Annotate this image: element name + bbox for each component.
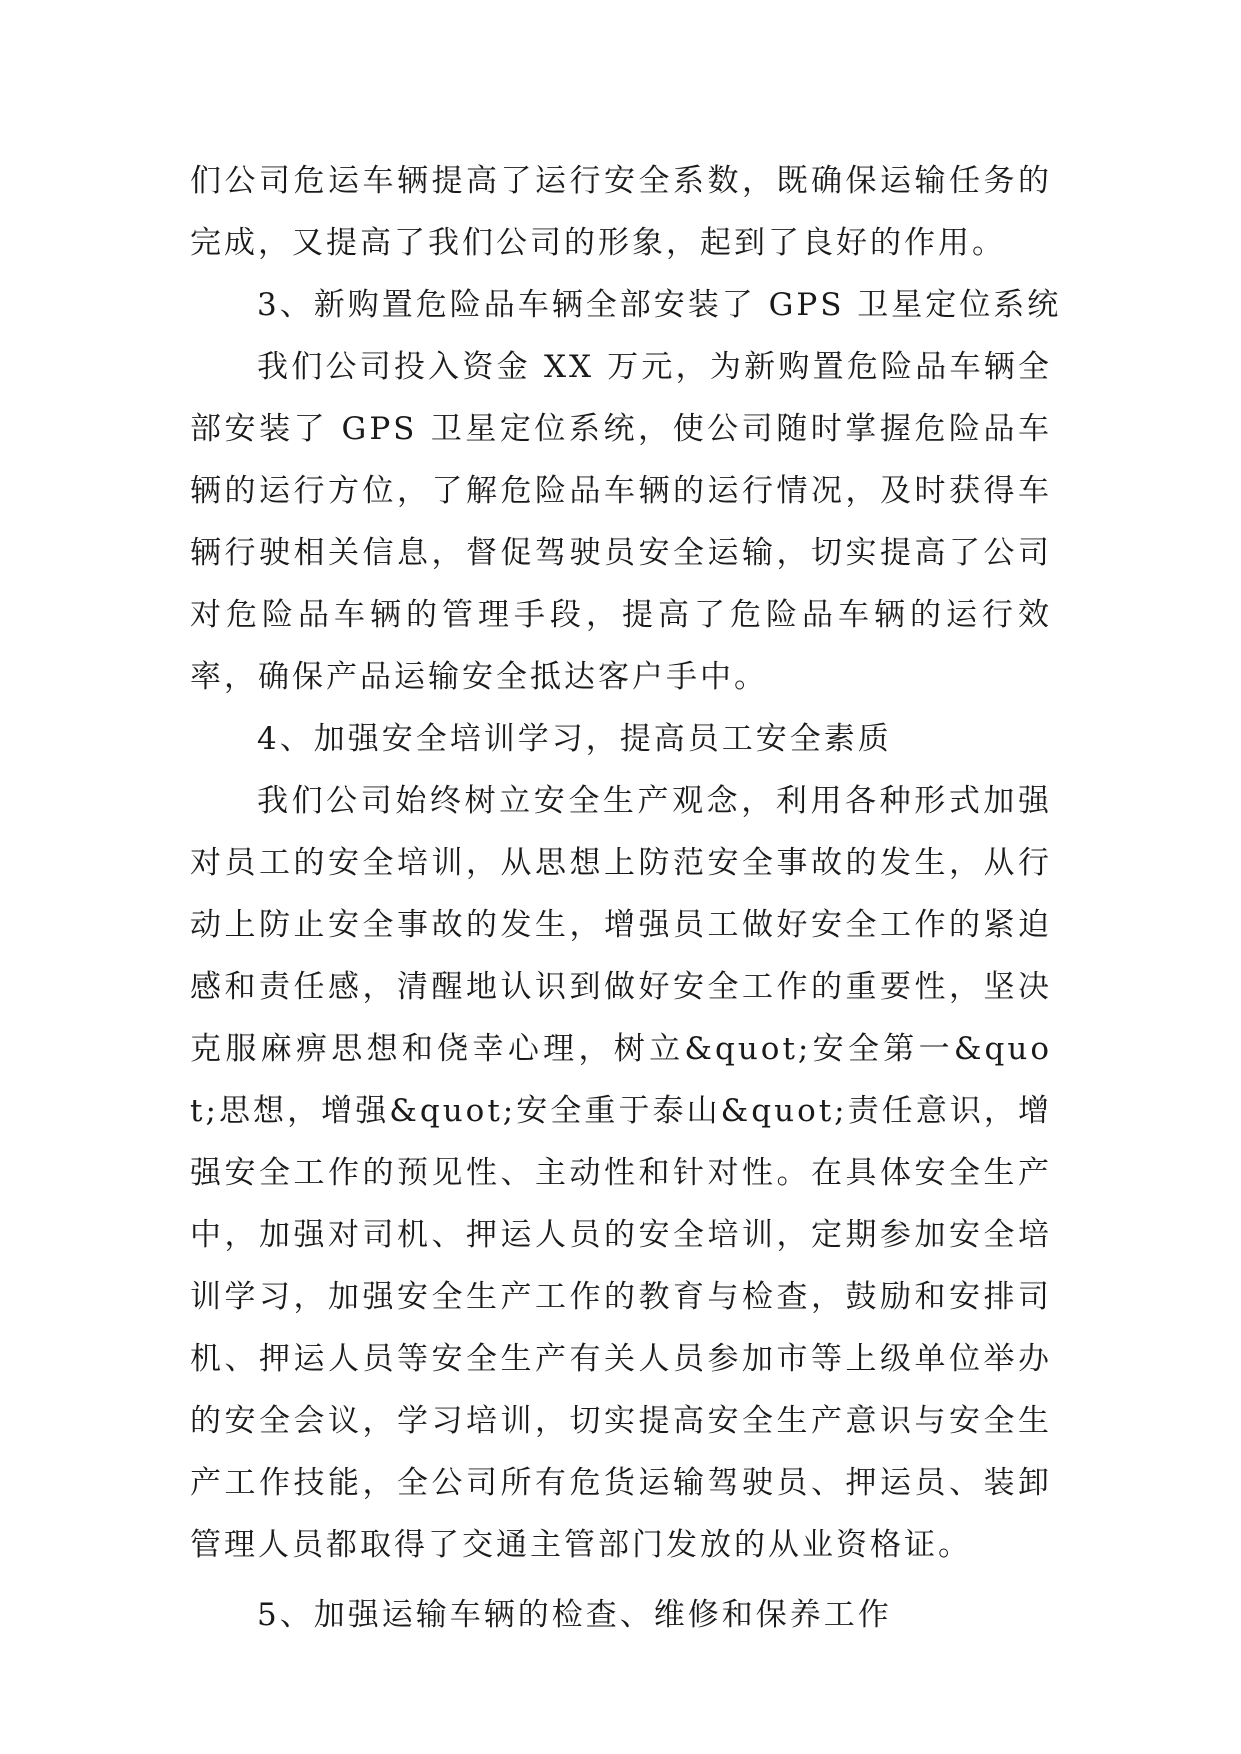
- section-heading: 3、新购置危险品车辆全部安装了 GPS 卫星定位系统: [257, 287, 1062, 323]
- body-paragraph: 们公司危运车辆提高了运行安全系数，既确保运输任务的完成，又提高了我们公司的形象，起到了良好的作用。: [190, 163, 1052, 261]
- document-body: [190, 150, 1062, 1646]
- section-heading: 5、加强运输车辆的检查、维修和保养工作: [257, 1597, 892, 1633]
- body-paragraph: 我们公司始终树立安全生产观念，利用各种形式加强对员工的安全培训，从思想上防范安全事故的发生，从行动上防止安全事故的发生，增强员工做好安全工作的紧迫感和责任感，清醒地认识到做好安全工作的重要性，坚决克服麻痹思想和侥幸心理，树立&quot;安全第一&quot;思想，增强&quot;安全重于泰山&quot;责任意识，增强安全工作的预见性、主动性和针对性。在具体安全生产中，加强对司机、押运人员的安全培训，定期参加安全培训学习，加强安全生产工作的教育与检查，鼓励和安排司机、押运人员等安全生产有关人员参加市等上级单位举办的安全会议，学习培训，切实提高安全生产意识与安全生产工作技能，全公司所有危货运输驾驶员、押运员、装卸管理人员都取得了交通主管部门发放的从业资格证。: [190, 783, 1052, 1563]
- section-heading: 4、加强安全培训学习，提高员工安全素质: [257, 721, 892, 757]
- body-paragraph: 我们公司投入资金 XX 万元，为新购置危险品车辆全部安装了 GPS 卫星定位系统，使公司随时掌握危险品车辆的运行方位，了解危险品车辆的运行情况，及时获得车辆行驶相关信息，督促驾驶员安全运输，切实提高了公司对危险品车辆的管理手段，提高了危险品车辆的运行效率，确保产品运输安全抵达客户手中。: [190, 349, 1052, 695]
